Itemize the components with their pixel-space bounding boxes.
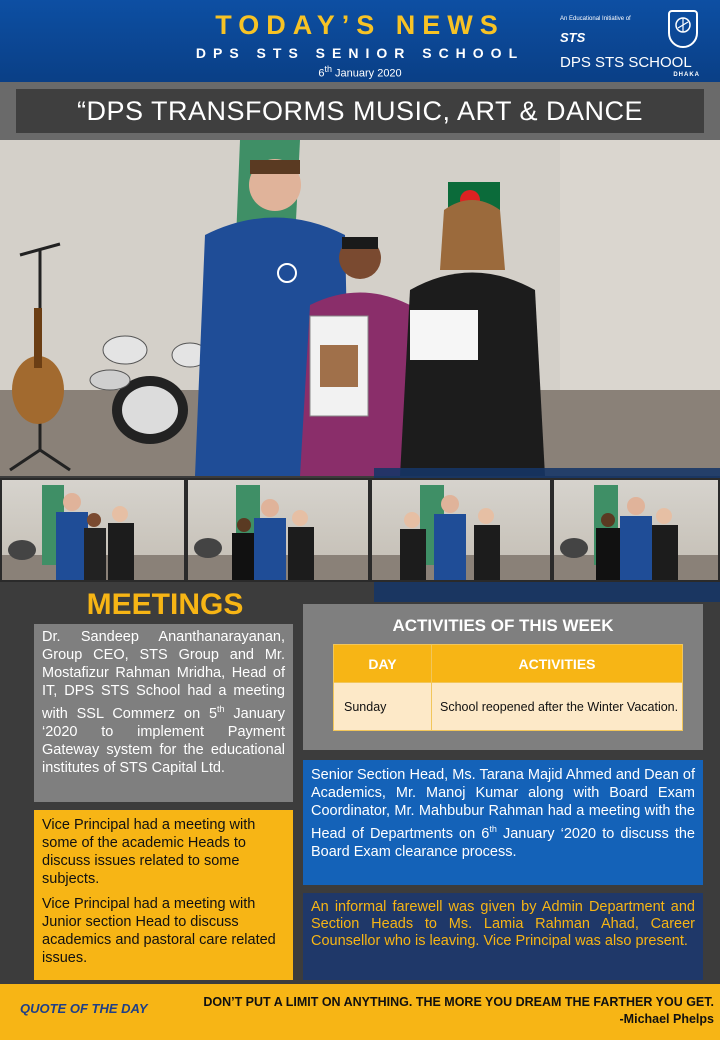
quote-label: QUOTE OF THE DAY bbox=[20, 1001, 148, 1016]
newsletter-header bbox=[0, 0, 720, 82]
farewell-news: An informal farewell was given by Admin Department and Section Heads to Ms. Lamia Rahman Ahad, Career Counsellor who is leaving. Vice Principal was also present. bbox=[303, 893, 703, 980]
table-row bbox=[334, 683, 683, 731]
newsletter-title: TODAY’S NEWS bbox=[215, 10, 505, 40]
school-subtitle: DPS STS SENIOR SCHOOL bbox=[195, 45, 525, 61]
thumbnail-photo bbox=[188, 480, 368, 580]
crest-icon bbox=[668, 10, 698, 48]
quote-text: DON’T PUT A LIMIT ON ANYTHING. THE MORE YOU DREAM THE FARTHER YOU GET. bbox=[203, 995, 714, 1009]
meeting-ssl-commerz: Dr. Sandeep Ananthanarayanan, Group CEO, STS Group and Mr. Mostafizur Rahman Mridha, Head of IT, DPS STS School had a meeting with SSL Commerz on 5th January ‘2020 to implement Payment Gateway system for the educational institutes of STS Capital Ltd. bbox=[34, 624, 293, 802]
thumbnail-photo bbox=[554, 480, 718, 580]
thumbnail-strip bbox=[0, 478, 720, 582]
logo-school-name: DPS STS SCHOOL bbox=[560, 54, 692, 71]
activities-heading: ACTIVITIES OF THIS WEEK bbox=[392, 616, 614, 635]
thumbnail-photo bbox=[2, 480, 184, 580]
thumbnail-photo bbox=[372, 480, 550, 580]
activities-panel bbox=[303, 604, 703, 750]
activity-description: School reopened after the Winter Vacation. bbox=[432, 683, 683, 731]
quote-bar bbox=[0, 984, 720, 1040]
column-header-activities: ACTIVITIES bbox=[432, 645, 683, 683]
quote-author: -Michael Phelps bbox=[619, 1012, 714, 1026]
vice-principal-meetings bbox=[34, 810, 293, 980]
logo-city: DHAKA bbox=[673, 72, 700, 78]
board-exam-meeting: Senior Section Head, Ms. Tarana Majid Ahmed and Dean of Academics, Mr. Manoj Kumar along with Board Exam Coordinator, Mr. Mahbubur Rahman had a meeting with the Head of Departments on 6th January ‘2020 to discuss the Board Exam clearance process. bbox=[303, 760, 703, 885]
school-logo bbox=[556, 8, 706, 78]
meetings-heading: MEETINGS bbox=[86, 588, 244, 621]
logo-group-text: STS bbox=[560, 30, 586, 45]
column-header-day: DAY bbox=[334, 645, 432, 683]
logo-initiative-text: An Educational Initiative of bbox=[560, 16, 631, 22]
activities-table bbox=[333, 644, 683, 731]
meeting-junior-section: Vice Principal had a meeting with Junior section Head to discuss academics and pastoral care related issues. bbox=[42, 896, 276, 966]
main-event-photo bbox=[0, 140, 720, 476]
meeting-academic-heads: Vice Principal had a meeting with some of the academic Heads to discuss issues related to some subjects. bbox=[42, 817, 256, 887]
issue-date: 6th January 2020 bbox=[318, 64, 402, 80]
headline: “DPS TRANSFORMS MUSIC, ART & DANCE bbox=[16, 89, 704, 133]
activity-day: Sunday bbox=[334, 683, 432, 731]
